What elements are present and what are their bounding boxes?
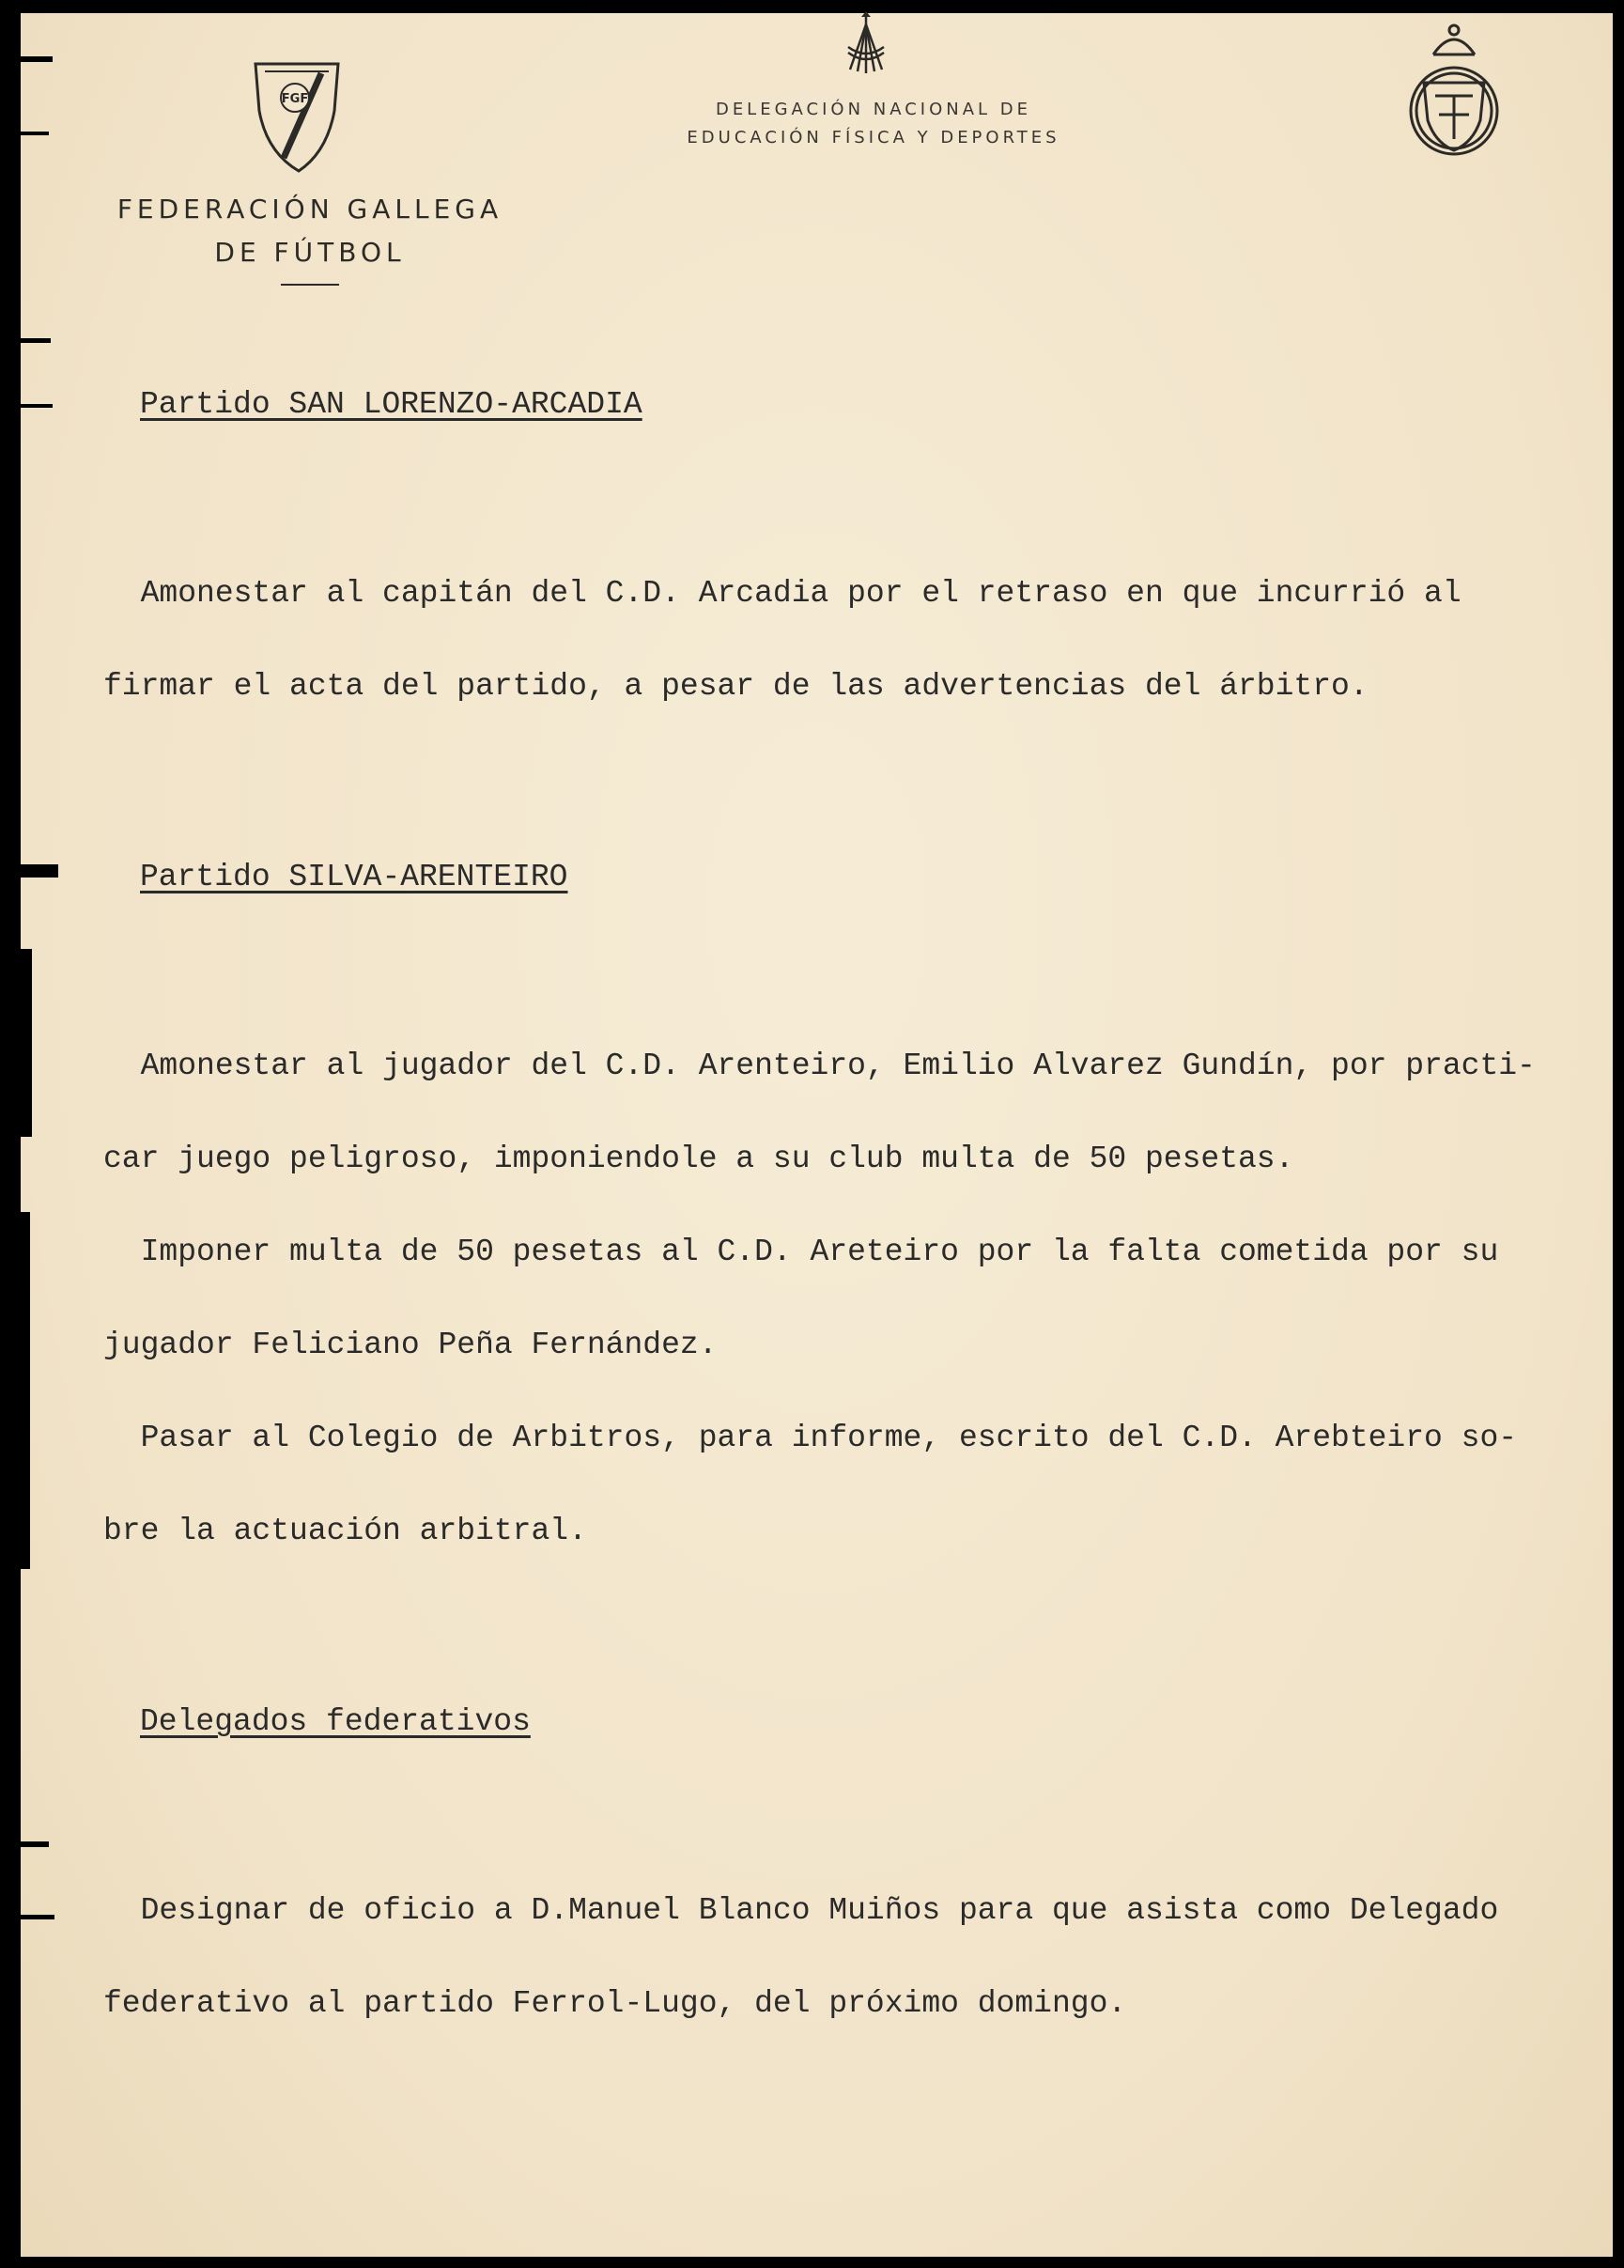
torn-edge-mark bbox=[21, 338, 51, 343]
text-line: Designar de oficio a D.Manuel Blanco Muiños para que asista como Delegado bbox=[103, 1893, 1499, 1928]
crest-lettering: FGF bbox=[281, 92, 309, 106]
text-line: jugador Feliciano Peña Fernández. bbox=[103, 1328, 718, 1362]
text-line: Imponer multa de 50 pesetas al C.D. Areteiro por la falta cometida por su bbox=[103, 1235, 1499, 1269]
torn-edge-mark bbox=[21, 1841, 49, 1847]
text-line: Amonestar al capitán del C.D. Arcadia por el retraso en que incurrió al bbox=[103, 576, 1462, 611]
text-line: car juego peligroso, imponiendole a su club multa de 50 pesetas. bbox=[103, 1142, 1294, 1176]
torn-edge-mark bbox=[21, 1915, 54, 1919]
divider-rule bbox=[281, 284, 339, 286]
torn-edge-mark bbox=[21, 1212, 30, 1569]
federation-name-line-1: FEDERACIÓN GALLEGA bbox=[116, 194, 503, 225]
torn-edge-mark bbox=[21, 404, 53, 408]
torn-edge-mark bbox=[21, 864, 58, 878]
royal-federation-crest-icon bbox=[1405, 21, 1503, 158]
torn-edge-mark bbox=[21, 56, 53, 62]
yoke-arrows-emblem-icon bbox=[841, 11, 891, 79]
section-heading: Partido SAN LORENZO-ARCADIA bbox=[140, 387, 642, 422]
federation-name-line-2: DE FÚTBOL bbox=[214, 237, 406, 268]
section-heading: Partido SILVA-ARENTEIRO bbox=[140, 860, 568, 894]
section-heading: Delegados federativos bbox=[140, 1704, 531, 1739]
text-line: federativo al partido Ferrol-Lugo, del próximo domingo. bbox=[103, 1986, 1127, 2021]
center-heading-line-2: EDUCACIÓN FÍSICA Y DEPORTES bbox=[687, 128, 1060, 148]
text-line: bre la actuación arbitral. bbox=[103, 1514, 587, 1548]
text-line: firmar el acta del partido, a pesar de las advertencias del árbitro. bbox=[103, 669, 1369, 704]
torn-edge-mark bbox=[21, 132, 49, 135]
national-delegation-heading bbox=[639, 96, 1108, 152]
federation-crest-icon bbox=[252, 54, 342, 175]
center-heading-line-1: DELEGACIÓN NACIONAL DE bbox=[715, 100, 1032, 119]
text-line: Pasar al Colegio de Arbitros, para informe, escrito del C.D. Arebteiro so- bbox=[103, 1421, 1518, 1455]
torn-edge-mark bbox=[21, 949, 32, 1137]
document-body bbox=[103, 327, 1578, 2050]
federation-name bbox=[94, 188, 526, 286]
text-line: Amonestar al jugador del C.D. Arenteiro, Emilio Alvarez Gundín, por practi- bbox=[103, 1049, 1536, 1083]
